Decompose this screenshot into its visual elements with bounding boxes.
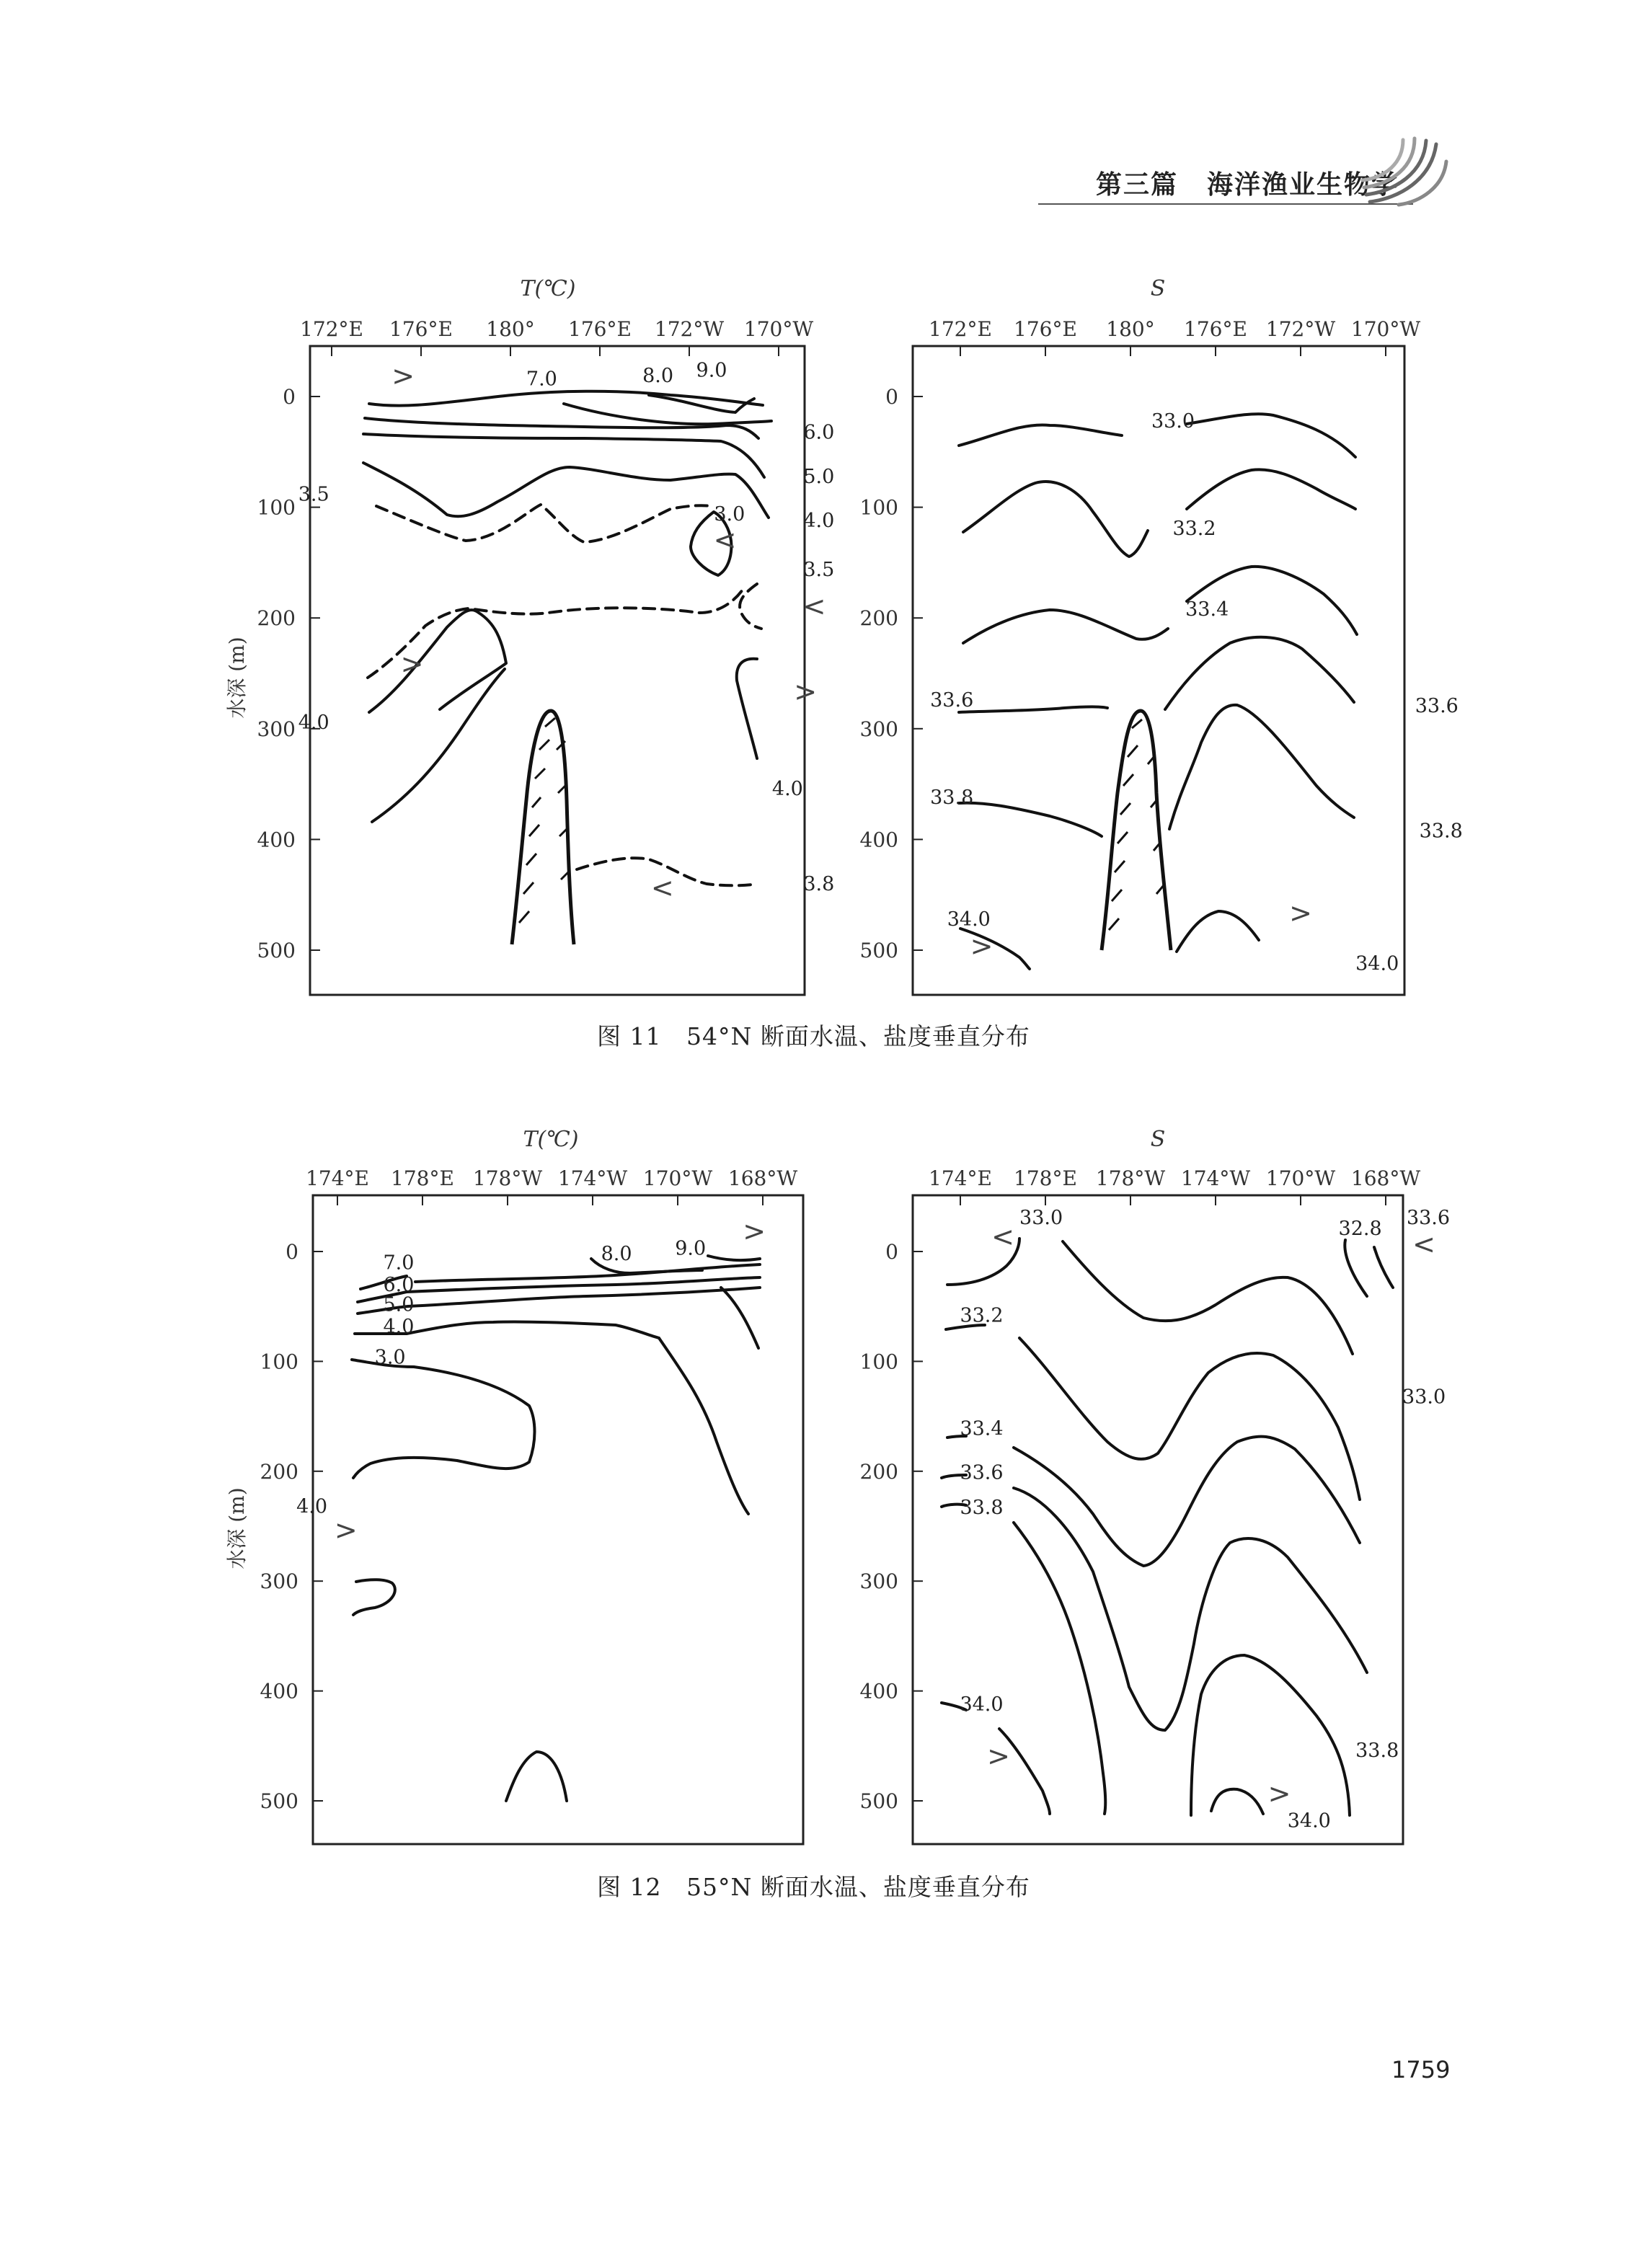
x-tick-label: 174°E <box>929 1166 992 1190</box>
contour-value-label: 6.0 <box>803 421 835 444</box>
y-tick-label: 300 <box>859 717 898 741</box>
contour-value-label: 4.0 <box>771 777 803 800</box>
x-tick-label: 176°E <box>1014 317 1077 341</box>
figure-11-caption <box>597 1018 1030 1052</box>
y-tick-label: 500 <box>260 1789 298 1813</box>
gradient-sign-marker: > <box>391 360 415 392</box>
gradient-sign-marker: < <box>802 590 826 623</box>
contour-value-label: 34.0 <box>1287 1809 1331 1833</box>
y-tick-label: 0 <box>885 1240 898 1264</box>
isotherm-3.5-middle <box>368 590 743 678</box>
y-tick-label: 500 <box>859 1789 898 1813</box>
isohaline-33.0-left <box>959 425 1122 446</box>
isohaline-34.0-right <box>1177 911 1259 952</box>
plot-frame <box>913 1195 1403 1844</box>
contour-value-label: 33.6 <box>960 1461 1004 1484</box>
x-tick-label: 172°W <box>1265 317 1336 341</box>
isohaline-33.8-right <box>1169 705 1354 829</box>
x-tick-label: 172°E <box>300 317 363 341</box>
gradient-sign-marker: < <box>650 872 674 904</box>
y-tick-label: 300 <box>260 1569 298 1594</box>
contour-value-label: 33.8 <box>1355 1740 1399 1763</box>
chart-title: S <box>1150 276 1166 301</box>
y-tick-label: 400 <box>859 828 898 852</box>
y-tick-label: 0 <box>283 385 296 409</box>
contour-value-label: 34.0 <box>1355 952 1399 975</box>
y-tick-label: 500 <box>257 939 296 962</box>
contour-value-label: 33.6 <box>930 689 974 712</box>
contour-value-label: 4.0 <box>298 711 329 734</box>
contour-value-label: 3.8 <box>803 873 835 896</box>
figure-12-caption <box>597 1869 1030 1902</box>
y-tick-label: 100 <box>859 495 898 520</box>
gradient-sign-marker: > <box>794 675 818 708</box>
x-tick-label: 176°E <box>1184 317 1247 341</box>
isohaline-33.4-left <box>963 610 1168 643</box>
y-tick-label: 100 <box>859 1350 898 1374</box>
isotherm-4.0-lobe <box>353 1580 395 1615</box>
x-tick-label: 176°E <box>568 317 632 341</box>
gradient-sign-marker: < <box>1412 1228 1436 1261</box>
contour-value-label: 4.0 <box>296 1495 328 1518</box>
y-tick-label: 200 <box>859 606 898 631</box>
gradient-sign-marker: > <box>1267 1778 1291 1810</box>
contour-value-label: 32.8 <box>1338 1218 1382 1241</box>
contour-value-label: 33.8 <box>930 787 974 810</box>
isohaline-32.8 <box>1345 1240 1367 1296</box>
isotherm-3.5-upper <box>376 505 711 542</box>
contour-value-label: 33.6 <box>1415 694 1459 717</box>
fig12-salinity-chart <box>859 1125 1451 1853</box>
gradient-sign-marker: > <box>743 1215 766 1247</box>
y-tick-label: 500 <box>859 939 898 962</box>
x-tick-label: 178°W <box>472 1166 543 1190</box>
y-tick-label: 100 <box>257 495 296 520</box>
contour-value-label: 4.0 <box>803 510 835 533</box>
isohaline-33.2-main <box>1019 1338 1360 1500</box>
gradient-sign-marker: > <box>334 1514 358 1546</box>
contour-value-label: 5.0 <box>803 465 835 488</box>
contour-value-label: 33.0 <box>1402 1386 1446 1409</box>
gradient-sign-marker: > <box>1289 897 1312 929</box>
isohaline-33.2-right <box>1187 469 1355 509</box>
fig11-temperature-chart <box>225 274 835 1009</box>
chart-title: S <box>1150 1127 1166 1152</box>
part-label: 第三篇 <box>1096 170 1179 200</box>
x-tick-label: 168°W <box>1350 1166 1421 1190</box>
isotherm-3.0 <box>352 1360 535 1478</box>
isohaline-33.8-left <box>959 803 1102 836</box>
x-tick-label: 178°W <box>1095 1166 1166 1190</box>
isohaline-33.4-main <box>1014 1437 1360 1566</box>
y-tick-label: 200 <box>859 1459 898 1484</box>
running-head <box>1096 164 1399 201</box>
isotherm-3.0-lower <box>659 1338 748 1514</box>
caption-label: 图 12 <box>597 1873 662 1901</box>
contour-value-label: 9.0 <box>696 359 727 382</box>
isohaline-33.6-left <box>959 707 1107 713</box>
y-tick-label: 100 <box>260 1350 298 1374</box>
contour-value-label: 33.2 <box>1172 518 1216 540</box>
isohaline-33.2-left <box>963 482 1148 557</box>
y-tick-label: 300 <box>859 1569 898 1594</box>
x-tick-label: 180° <box>1106 317 1155 341</box>
contour-value-label: 3.0 <box>374 1346 406 1369</box>
contour-value-label: 33.4 <box>1185 598 1229 621</box>
contour-lines <box>363 391 771 944</box>
fig11-salinity-chart <box>859 274 1463 1009</box>
x-tick-label: 170°W <box>642 1166 713 1190</box>
contour-lines <box>959 414 1357 969</box>
part-title: 海洋渔业生物学 <box>1207 170 1399 200</box>
contour-value-label: 34.0 <box>947 908 991 931</box>
contour-value-label: 3.5 <box>298 483 329 506</box>
y-tick-label: 400 <box>257 828 296 852</box>
isotherm-5.0 <box>363 434 764 477</box>
contour-value-label: 34.0 <box>960 1693 1004 1716</box>
contour-value-label: 3.5 <box>803 558 835 581</box>
x-tick-label: 170°W <box>743 317 814 341</box>
x-tick-label: 178°E <box>1014 1166 1077 1190</box>
contour-value-label: 7.0 <box>383 1252 415 1275</box>
gradient-sign-marker: < <box>991 1221 1014 1253</box>
isohaline-33.6-main <box>1014 1488 1367 1730</box>
y-tick-label: 400 <box>859 1679 898 1704</box>
y-axis-label: 水深 (m) <box>225 637 249 719</box>
x-tick-label: 174°W <box>1180 1166 1251 1190</box>
isotherm-3.0-bottom <box>506 1752 567 1801</box>
isohaline-34.0-bottom <box>1211 1789 1263 1814</box>
y-tick-label: 400 <box>260 1679 298 1704</box>
swirl-logo-icon <box>1355 130 1449 209</box>
contour-value-label: 33.6 <box>1406 1206 1451 1229</box>
gradient-sign-marker: < <box>713 523 737 556</box>
caption-text: 55°N 断面水温、盐度垂直分布 <box>686 1873 1030 1901</box>
isohaline-33.0-main <box>1063 1241 1353 1354</box>
caption-label: 图 11 <box>597 1022 662 1050</box>
y-tick-label: 0 <box>286 1240 298 1264</box>
gradient-sign-marker: > <box>987 1740 1011 1773</box>
y-tick-label: 200 <box>257 606 296 631</box>
contour-value-label: 33.8 <box>1419 820 1463 843</box>
x-tick-label: 176°E <box>389 317 453 341</box>
x-tick-label: 174°W <box>557 1166 628 1190</box>
x-tick-label: 180° <box>486 317 535 341</box>
isohaline-33.6-top <box>1374 1247 1393 1288</box>
y-tick-label: 200 <box>260 1459 298 1484</box>
isotherm-4.0-right <box>737 659 757 758</box>
contour-lines <box>942 1239 1393 1815</box>
contour-value-label: 8.0 <box>601 1243 632 1266</box>
contour-value-label: 6.0 <box>383 1273 415 1296</box>
y-tick-label: 300 <box>257 717 296 741</box>
gradient-sign-marker: > <box>400 648 424 680</box>
contour-value-label: 33.4 <box>960 1417 1004 1440</box>
isotherm-4.0-right-edge <box>721 1288 758 1348</box>
x-tick-label: 170°W <box>1350 317 1421 341</box>
contour-value-label: 9.0 <box>675 1237 707 1260</box>
x-tick-label: 168°W <box>727 1166 798 1190</box>
gradient-sign-marker: > <box>970 930 993 962</box>
contour-value-label: 33.8 <box>960 1497 1004 1520</box>
x-tick-label: 172°E <box>929 317 992 341</box>
y-tick-label: 0 <box>885 385 898 409</box>
page-number: 1759 <box>1391 2056 1451 2083</box>
contour-value-label: 33.0 <box>1151 410 1195 433</box>
contour-value-label: 33.0 <box>1019 1206 1063 1229</box>
isohaline-33.0-right <box>1187 414 1355 457</box>
x-tick-label: 170°W <box>1265 1166 1336 1190</box>
chart-title: T(℃) <box>520 276 576 301</box>
caption-text: 54°N 断面水温、盐度垂直分布 <box>686 1022 1030 1050</box>
isotherm-9.0 <box>708 1256 760 1260</box>
fig12-temperature-chart <box>225 1125 818 1853</box>
x-tick-label: 172°W <box>654 317 725 341</box>
x-tick-label: 174°E <box>306 1166 369 1190</box>
x-tick-label: 178°E <box>391 1166 454 1190</box>
chart-title: T(℃) <box>523 1127 579 1152</box>
isotherm-3.5-right <box>740 584 761 629</box>
contour-value-label: 4.0 <box>383 1315 415 1338</box>
y-axis-label: 水深 (m) <box>225 1487 249 1569</box>
contour-value-label: 5.0 <box>383 1293 415 1316</box>
isotherm-4.0-upper <box>363 463 769 518</box>
contour-value-label: 8.0 <box>642 365 674 388</box>
contour-value-label: 33.2 <box>960 1304 1004 1327</box>
contour-value-label: 7.0 <box>526 368 557 391</box>
isohaline-33.6-right <box>1165 637 1354 709</box>
contour-value-label: 3.0 <box>714 503 745 526</box>
